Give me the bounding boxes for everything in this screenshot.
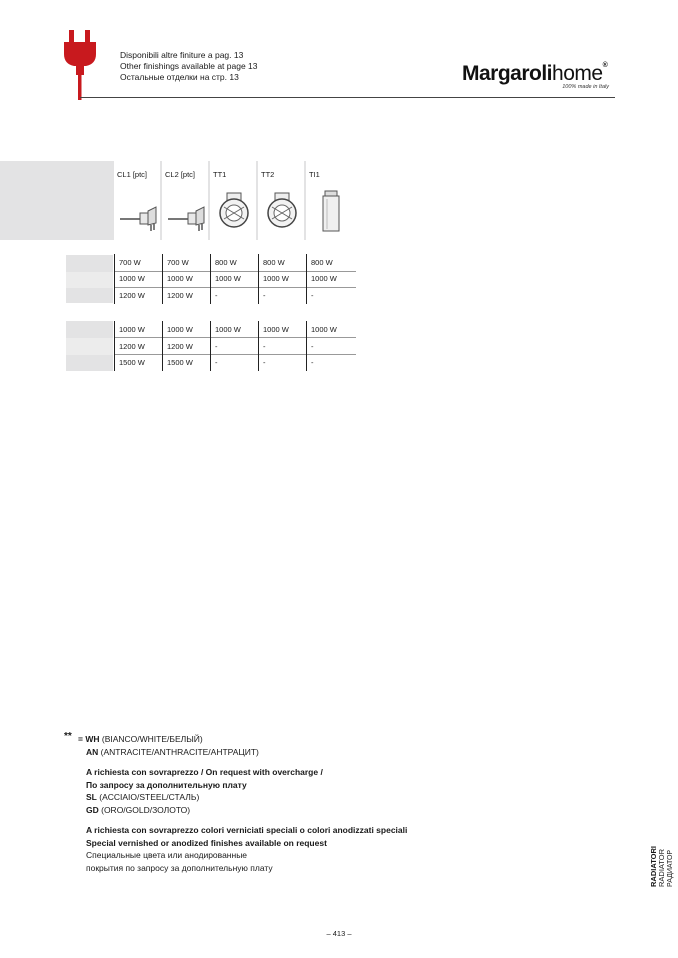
- row-label-band: [66, 288, 113, 303]
- code-wh: = WH: [78, 734, 100, 744]
- note-overcharge-1: [64, 766, 464, 779]
- finishes-note-en: Other finishings available at page 13: [120, 61, 258, 71]
- table-cell: 1000 W: [306, 321, 356, 338]
- special-text-2: Special vernished or anodized finishes available on request: [86, 837, 327, 848]
- brand-registered: ®: [602, 62, 608, 69]
- note-special-4: покрытия по запросу за дополнительную плату: [86, 862, 273, 873]
- table-cell: -: [258, 354, 306, 371]
- table-cell: 1000 W: [210, 270, 258, 287]
- table-cell: 700 W: [162, 254, 210, 271]
- column-label: TT1: [213, 170, 227, 179]
- column-header-ti1: [306, 161, 356, 240]
- table-cell: 1200 W: [114, 338, 162, 355]
- table-cell: 1000 W: [114, 270, 162, 287]
- brand-logo: [462, 62, 617, 94]
- code-sl: SL: [86, 792, 97, 802]
- table-cell: 1000 W: [210, 321, 258, 338]
- special-text-1: A richiesta con sovraprezzo colori verniciati speciali o colori anodizzati speciali: [86, 825, 408, 835]
- finishes-note: [120, 50, 258, 83]
- cylinder-element-icon: [310, 189, 352, 233]
- cable-plug-icon: [166, 189, 208, 233]
- section-side-label: [647, 843, 677, 888]
- note-wh-text: (BIANCO/WHITE/БЕЛЫЙ): [99, 734, 203, 744]
- table-cell: 1000 W: [258, 270, 306, 287]
- column-label: TI1: [309, 170, 320, 179]
- overcharge-text-1: A richiesta con sovraprezzo / On request with overcharge /: [86, 767, 323, 777]
- row-label-band: [66, 355, 113, 371]
- table-cell: 1000 W: [162, 321, 210, 338]
- table-cell: 1200 W: [162, 287, 210, 304]
- table-cell: 1000 W: [258, 321, 306, 338]
- header-rule: [80, 97, 615, 98]
- table-cell: -: [306, 338, 356, 355]
- column-label: CL1 [ptc]: [117, 170, 148, 179]
- note-wh: [64, 733, 464, 746]
- row-label-band: [66, 272, 113, 288]
- row-label-band: [66, 321, 113, 338]
- table-cell: -: [258, 338, 306, 355]
- thermostat-knob-icon: [214, 189, 256, 233]
- table-cell: 1200 W: [162, 338, 210, 355]
- side-label-ru: РАДИАТОР: [667, 849, 674, 887]
- table-cell: -: [306, 354, 356, 371]
- column-header-tt1: [210, 161, 256, 240]
- note-sl: [64, 791, 464, 804]
- note-an: [64, 746, 464, 759]
- overcharge-text-2: По запросу за дополнительную плату: [86, 779, 247, 790]
- column-label: TT2: [261, 170, 275, 179]
- page-number: – 413 –: [326, 929, 352, 938]
- thermostat-knob-icon: [262, 189, 304, 233]
- code-an: AN: [86, 746, 99, 757]
- table-cell: 1000 W: [162, 270, 210, 287]
- table-cell: 1500 W: [114, 354, 162, 371]
- table-cell: -: [210, 338, 258, 355]
- finishes-note-ru: Остальные отделки на стр. 13: [120, 72, 239, 82]
- finish-notes: [64, 733, 464, 883]
- code-gd: GD: [86, 804, 99, 815]
- table-cell: -: [210, 354, 258, 371]
- note-special-2: [64, 837, 464, 850]
- brand-tagline: 100% made in Italy: [562, 84, 609, 90]
- column-label: CL2 [ptc]: [165, 170, 196, 179]
- brand-name: Margaroli: [462, 62, 553, 85]
- table-cell: 800 W: [258, 254, 306, 271]
- table-cell: -: [258, 287, 306, 304]
- cable-plug-icon: [118, 189, 160, 233]
- table-cell: 800 W: [210, 254, 258, 271]
- footnote-marker: **: [64, 731, 72, 742]
- column-header-tt2: [258, 161, 304, 240]
- column-header-cl1: [114, 161, 160, 240]
- note-gd: [64, 804, 464, 817]
- row-label-band: [66, 255, 113, 272]
- row-label-band: [66, 338, 113, 355]
- column-header-cl2: [162, 161, 208, 240]
- table-cell: 1000 W: [306, 270, 356, 287]
- table-cell: -: [306, 287, 356, 304]
- table-cell: 1000 W: [114, 321, 162, 338]
- table-cell: 1200 W: [114, 287, 162, 304]
- table-cell: 1500 W: [162, 354, 210, 371]
- finishes-note-it: Disponibili altre finiture a pag. 13: [120, 50, 244, 60]
- note-an-text: (ANTRACITE/ANTHRACITE/АНТРАЦИТ): [98, 746, 259, 757]
- side-label-it: RADIATORI: [649, 846, 658, 887]
- note-special-1: [64, 824, 464, 837]
- side-label-en: RADIATOR: [657, 848, 666, 887]
- note-gd-text: (ORO/GOLD/ЗОЛОТО): [98, 804, 191, 815]
- note-overcharge-2: [64, 779, 464, 792]
- table-cell: -: [210, 287, 258, 304]
- table-cell: 700 W: [114, 254, 162, 271]
- note-special-3: Специальные цвета или анодированные: [86, 850, 248, 860]
- brand-home: home: [552, 62, 603, 85]
- note-sl-text: (ACCIAIO/STEEL/СТАЛЬ): [96, 792, 200, 802]
- electric-plug-icon: [60, 30, 100, 100]
- table-cell: 800 W: [306, 254, 356, 271]
